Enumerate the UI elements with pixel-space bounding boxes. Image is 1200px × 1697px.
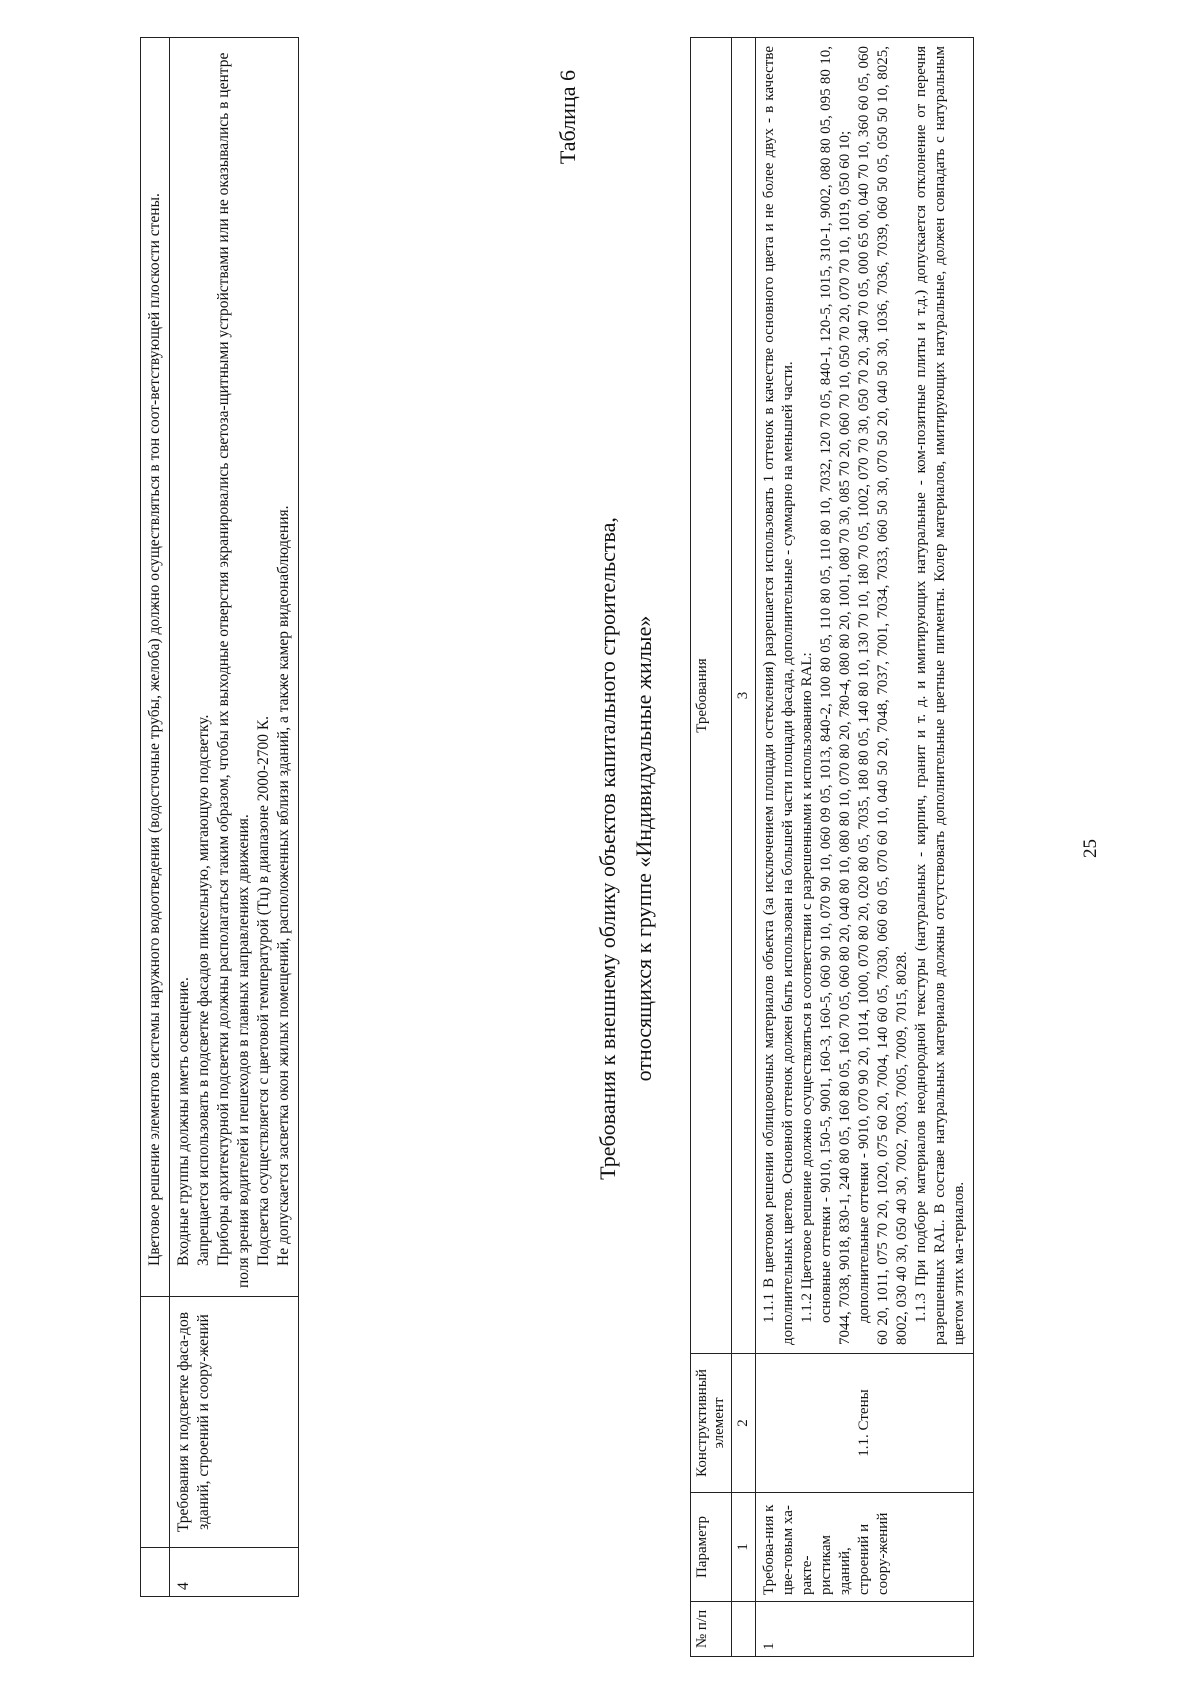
parameter-cell: Требования к подсветке фаса-дов зданий, строений и соору-жений (170, 1297, 299, 1548)
continuation-table (140, 37, 299, 1597)
requirements-cell (170, 38, 299, 1297)
header-parameter: Параметр (691, 1493, 732, 1602)
requirement-text: Подсветка осуществляется с цветовой температурой (Тц) в диапазоне 2000-2700 К. (255, 715, 272, 1266)
requirement-text: 1.1.3 При подборе материалов неоднородной текстуры (натуральных - кирпич, гранит и т. д. и имитирующих натуральные - ком-позитные плиты и т.д.) допускается отклонение от перечня разрешенных RAL. В составе натуральных материалов должны отсутствовать дополнительные цветные пигменты. Колер материалов, имитирующих натуральные, должен совпадать с натуральным цветом этих ма-териалов. (913, 46, 967, 1345)
header-number-row (732, 38, 756, 1657)
requirement-text: дополнительные оттенки - 9010, 070 90 20, 1014, 1000, 070 80 20, 020 80 05, 7035, 180 80 05, 140 80 10, 130 70 10, 180 70 05, 1002, 070 70 30, 050 70 20, 340 70 05, 000 65 00, 040 70 10, 360 60 05, 060 60 20, 1011, 075 70 20, 1020, 075 60 20, 7004, 140 60 05, 7030, 060 60 05, 070 60 10, 040 50 20, 7048, 7037, 7001, 7034, 7033, 060 50 30, 070 50 20, 040 50 30, 1036, 7036, 7039, 060 50 05, 050 50 10, 8025, 8002, 030 40 30, 050 40 30, 7002, 7003, 7005, 7009, 7015, 8028. (856, 46, 910, 1345)
element-cell: 1.1. Стены (756, 1354, 974, 1493)
requirement-text: Приборы архитектурной подсветки должны располагаться таким образом, чтобы их выходные отверстия экранировались светоза-щитными устройствами или не оказывались в центре поля зрения водителей и пешеходов в главных направлениях движения. (215, 52, 252, 1288)
requirement-text: 1.1.2 Цветовое решение должно осуществляться в соответствии с разрешенными к использованию RAL: (799, 652, 815, 1323)
row-number: 4 (170, 1548, 299, 1597)
section-title (590, 0, 662, 1697)
table-caption: Таблица 6 (555, 70, 580, 165)
requirements-cell (756, 38, 974, 1354)
title-line: относящихся к группе «Индивидуальные жилые» (631, 615, 656, 1082)
header-row (691, 38, 732, 1657)
column-number: 3 (732, 38, 756, 1354)
requirement-text: Не допускается засветка окон жилых помещений, расположенных вблизи зданий, а также камер видеонаблюдения. (275, 505, 292, 1266)
row-number (141, 1548, 170, 1597)
requirements-table (690, 37, 974, 1657)
parameter-cell (141, 1297, 170, 1548)
table-row (756, 38, 974, 1657)
requirement-text: Входные группы должны иметь освещение. (175, 977, 192, 1266)
column-number: 2 (732, 1354, 756, 1493)
page-number: 25 (1080, 839, 1101, 858)
title-line: Требования к внешнему облику объектов капитального строительства, (595, 517, 620, 1180)
requirement-text: Запрещается использовать в подсветке фасадов пиксельную, мигающую подсветку. (195, 714, 212, 1266)
requirement-text: 1.1.1 В цветовом решении облицовочных материалов объекта (за исключением площади остекления) разрешается использовать 1 оттенок в качестве основного цвета и не более двух - в качестве дополнительных цветов. Основной оттенок должен быть использован на большей части площади фасада, дополнительные - суммарно на меньшей части. (761, 46, 796, 1345)
requirement-text: основные оттенки - 9010, 150-5, 9001, 160-3, 160-5, 060 90 10, 070 90 10, 060 09 05, 1013, 840-2, 100 80 05, 110 80 05, 110 80 10, 7032, 120 70 05, 840-1, 120-5, 1015, 310-1, 9002, 080 80 05, 095 80 10, 7044, 7038, 9018, 830-1, 240 80 05, 160 80 05, 160 70 05, 060 80 20, 040 80 10, 080 80 10, 070 80 20, 780-4, 080 80 20, 1001, 080 70 30, 085 70 20, 060 70 10, 050 70 20, 070 70 10, 1019, 050 60 10; (818, 46, 853, 1345)
header-num: № п/п (691, 1602, 732, 1657)
header-requirements: Требования (691, 38, 732, 1354)
requirements-cell (141, 38, 170, 1297)
requirement-text: Цветовое решение элементов системы наружного водоотведения (водосточные трубы, желоба) должно осуществляться в тон соот-ветствующей плоскости стены. (146, 193, 163, 1266)
row-number: 1 (756, 1602, 974, 1657)
table-row (141, 38, 170, 1597)
header-element: Конструктивный элемент (691, 1354, 732, 1493)
parameter-cell: Требова-ния к цве-товым ха-ракте-ристикам зданий, строений и соору-жений (756, 1493, 974, 1602)
table-row (170, 38, 299, 1597)
column-number: 1 (732, 1493, 756, 1602)
column-number (732, 1602, 756, 1657)
